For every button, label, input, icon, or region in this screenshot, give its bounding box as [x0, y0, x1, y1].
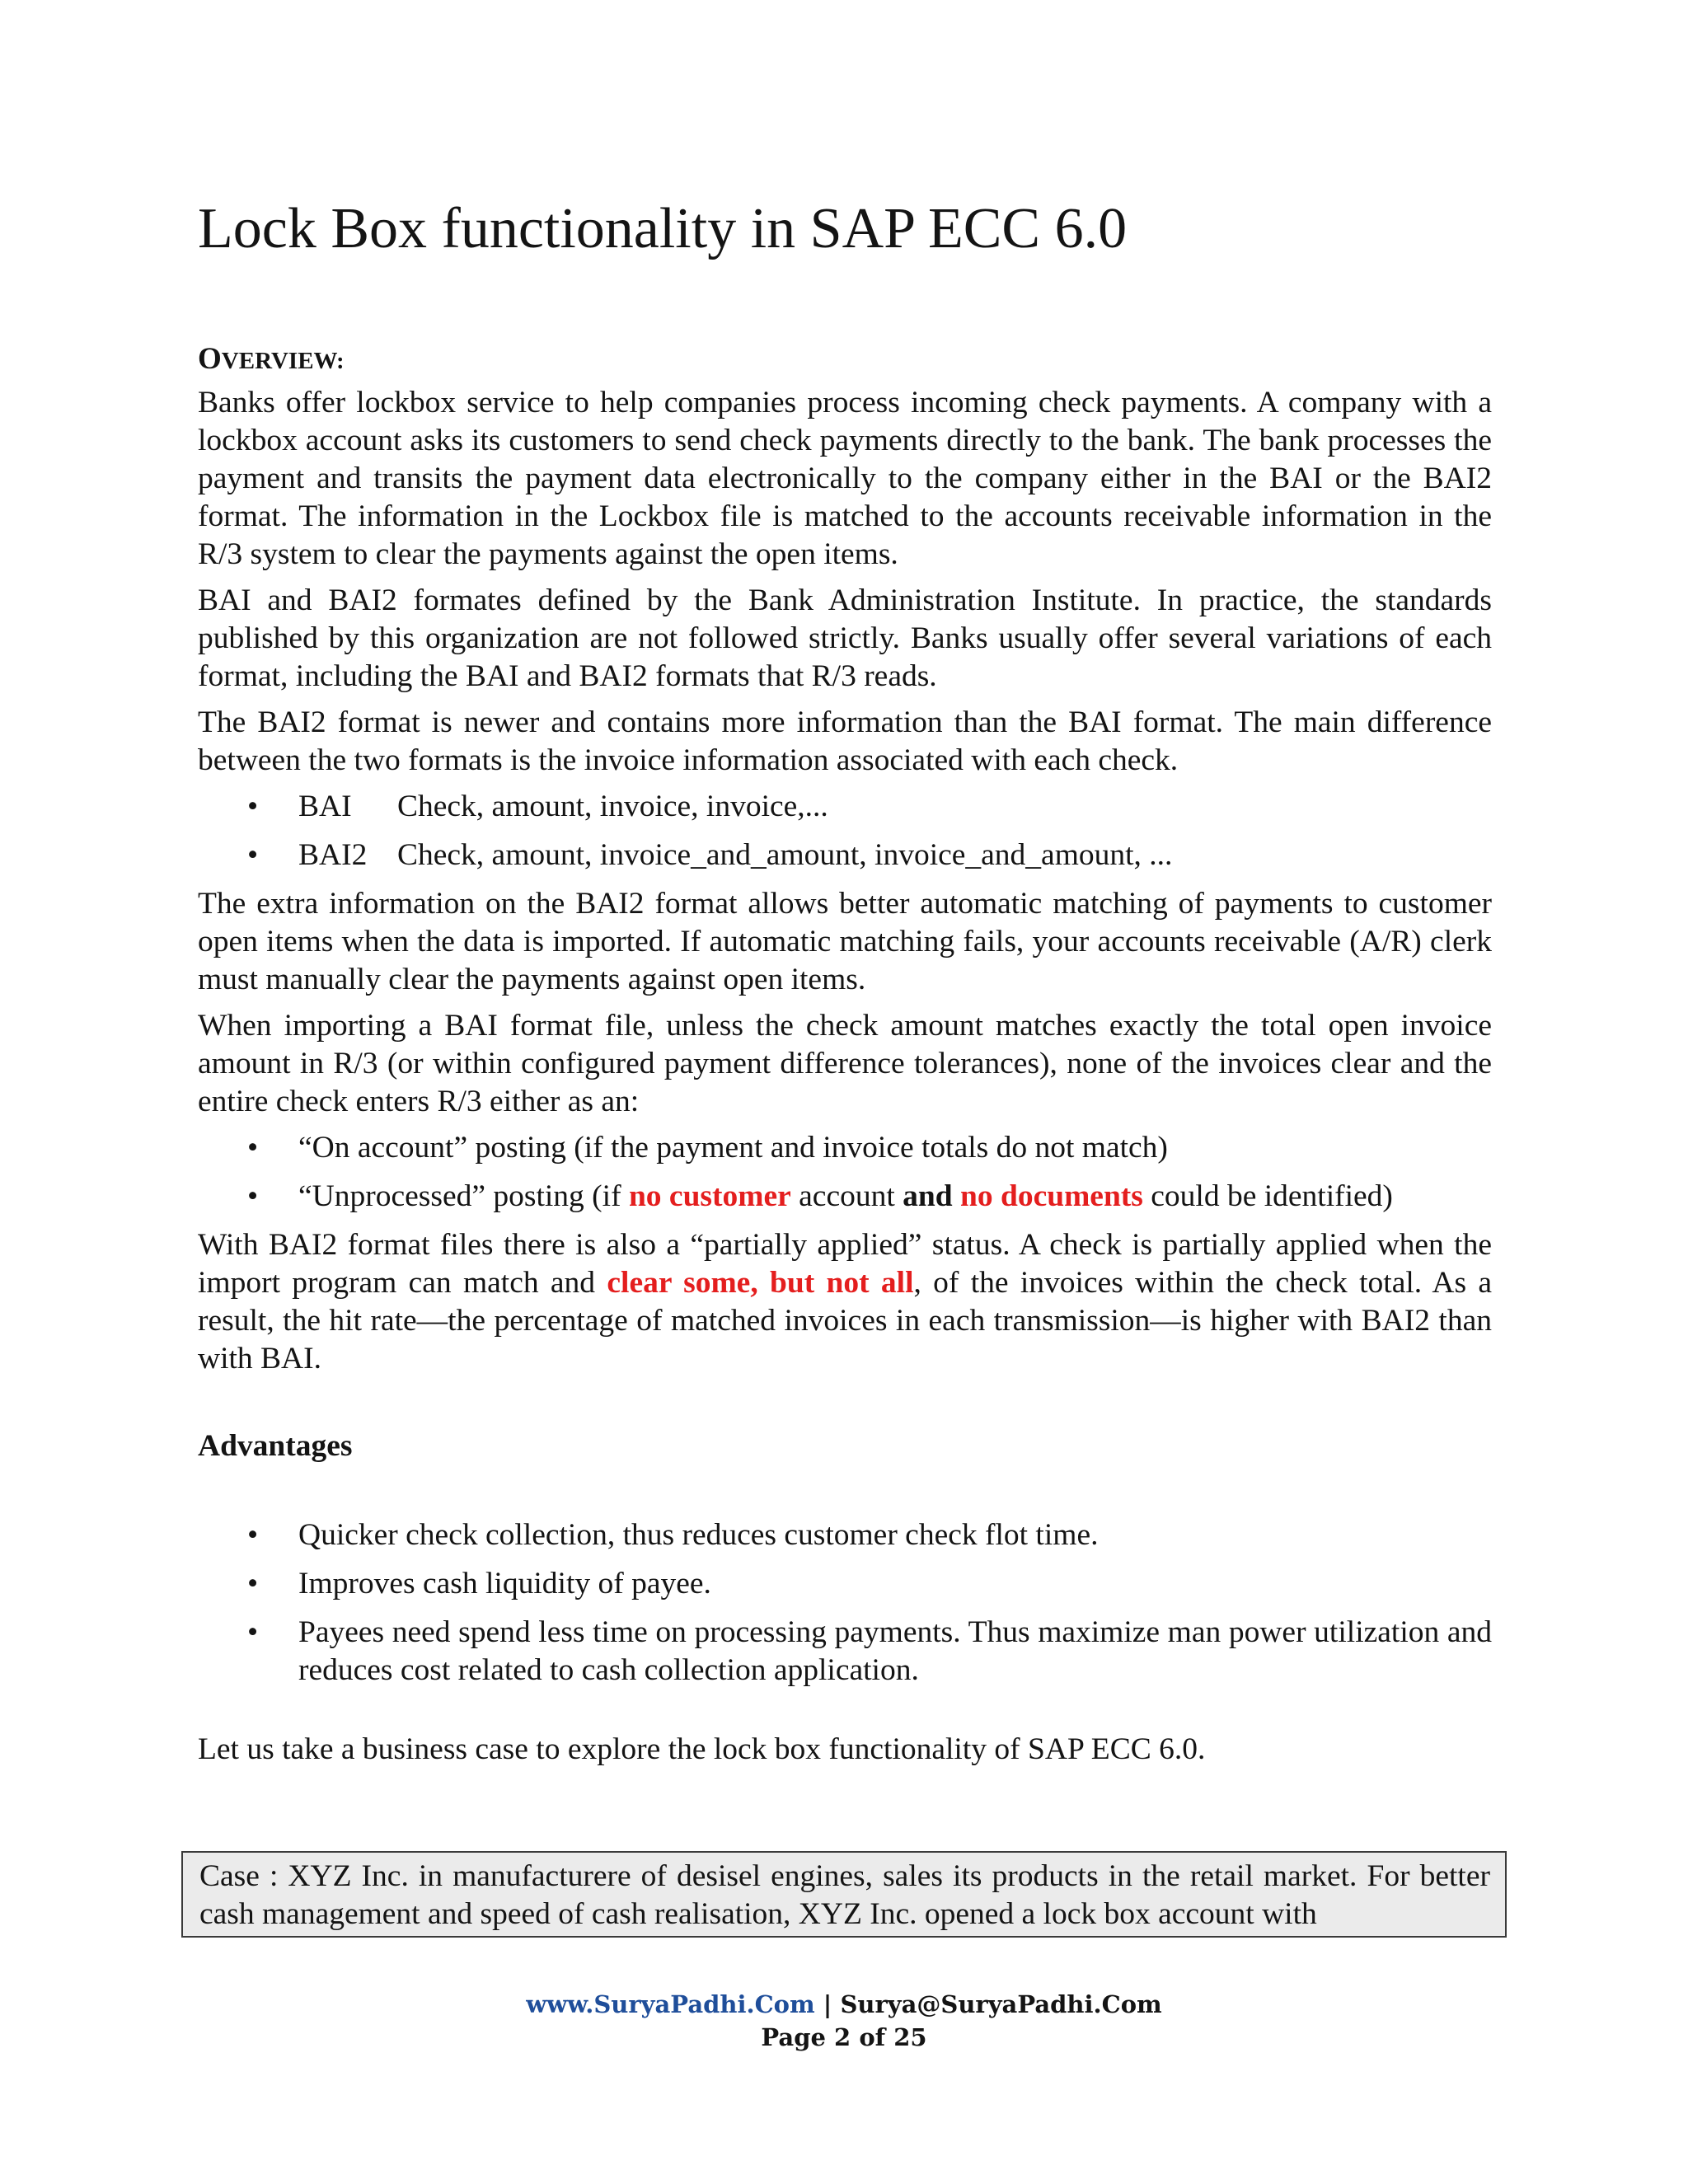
bullet-icon: •: [247, 1615, 259, 1649]
advantage-text: Payees need spend less time on processing payments. Thus maximize man power utilization and reduces cost related to cash collection application.: [298, 1615, 1492, 1687]
case-text: Case : XYZ Inc. in manufacturere of desisel engines, sales its products in the retail market. For better cash management and speed of cash realisation, XYZ Inc. opened a lock box account with: [199, 1859, 1490, 1931]
list-item: [198, 1516, 1492, 1554]
bullet-icon: •: [247, 1179, 259, 1213]
case-box: [181, 1851, 1507, 1938]
advantage-text: Improves cash liquidity of payee.: [298, 1567, 711, 1601]
paragraph-text: With BAI2 format files there is also a “partially applied” status. A check is partially applied when the import program can match and: [198, 1228, 1492, 1300]
advantages-heading: Advantages: [198, 1429, 353, 1463]
page-number: Page 2 of 25: [761, 2023, 927, 2051]
business-case-intro: Let us take a business case to explore the lock box functionality of SAP ECC 6.0.: [198, 1732, 1206, 1766]
page-footer: [0, 1988, 1688, 2054]
advantage-text: Quicker check collection, thus reduces customer check flot time.: [298, 1518, 1099, 1552]
bullet-icon: •: [247, 1131, 259, 1165]
list-item: [198, 1178, 1492, 1216]
overview-paragraph-3: The BAI2 format is newer and contains more information than the BAI format. The main difference between the two formats is the invoice information associated with each check.: [198, 705, 1492, 777]
list-item: [198, 1129, 1492, 1167]
format-description: Check, amount, invoice, invoice,...: [397, 790, 828, 823]
email-link[interactable]: Surya@SuryaPadhi.Com: [840, 1990, 1162, 2018]
bullet-icon: •: [247, 838, 259, 872]
format-description: Check, amount, invoice_and_amount, invoice_and_amount, ...: [397, 838, 1173, 872]
highlight-clear-some: clear some, but not all: [607, 1266, 914, 1300]
page-title: Lock Box functionality in SAP ECC 6.0: [198, 197, 1128, 260]
body-content: [198, 384, 1492, 1777]
bullet-icon: •: [247, 1567, 259, 1601]
format-name: BAI2: [298, 838, 368, 872]
overview-paragraph-2: BAI and BAI2 formates defined by the Bank Administration Institute. In practice, the standards published by this organization are not followed strictly. Banks usually offer several variations of each format, including the BAI and BAI2 formats that R/3 reads.: [198, 583, 1492, 693]
overview-heading-rest: VERVIEW:: [221, 348, 345, 374]
highlight-no-customer: no customer: [628, 1179, 791, 1213]
overview-heading: [198, 341, 345, 379]
posting-unprocessed-text: [953, 1179, 960, 1213]
posting-unprocessed-text: “Unprocessed” posting (if: [298, 1179, 629, 1213]
overview-paragraph-5: When importing a BAI format file, unless the check amount matches exactly the total open invoice amount in R/3 (or within configured payment difference tolerances), none of the invoices clear and the entire check enters R/3 either as an:: [198, 1009, 1492, 1118]
list-item: [198, 837, 1492, 874]
website-link[interactable]: www.SuryaPadhi.Com: [526, 1990, 815, 2018]
advantages-list: [198, 1516, 1492, 1690]
highlight-no-documents: no documents: [959, 1179, 1143, 1213]
posting-unprocessed-text: could be identified): [1142, 1179, 1393, 1213]
posting-unprocessed-text: account: [790, 1179, 903, 1213]
list-item: [198, 1614, 1492, 1690]
posting-on-account: “On account” posting (if the payment and invoice totals do not match): [298, 1131, 1168, 1165]
list-item: [198, 1565, 1492, 1603]
emphasis-and: and: [903, 1179, 953, 1213]
posting-list: [198, 1129, 1492, 1216]
bullet-icon: •: [247, 1518, 259, 1552]
overview-paragraph-1: Banks offer lockbox service to help companies process incoming check payments. A company with a lockbox account asks its customers to send check payments directly to the bank. The bank processes the payment and transits the payment data electronically to the company either in the BAI or the BAI2 format. The information in the Lockbox file is matched to the accounts receivable information in the R/3 system to clear the payments against the open items.: [198, 386, 1492, 571]
list-item: [198, 788, 1492, 826]
overview-paragraph-6: [198, 1226, 1492, 1378]
paragraph-text: , of the invoices within the check total. As a result, the hit rate—the percentage of matched invoices in each transmission—is higher with BAI2 than with BAI.: [198, 1266, 1492, 1376]
bullet-icon: •: [247, 790, 259, 823]
overview-paragraph-4: The extra information on the BAI2 format allows better automatic matching of payments to customer open items when the data is imported. If automatic matching fails, your accounts receivable (A/R) clerk must manually clear the payments against open items.: [198, 887, 1492, 996]
overview-heading-initial: O: [198, 342, 222, 376]
footer-contact-line: [0, 1988, 1688, 2021]
format-list: [198, 788, 1492, 874]
footer-separator: |: [814, 1990, 841, 2018]
format-name: BAI: [298, 790, 352, 823]
